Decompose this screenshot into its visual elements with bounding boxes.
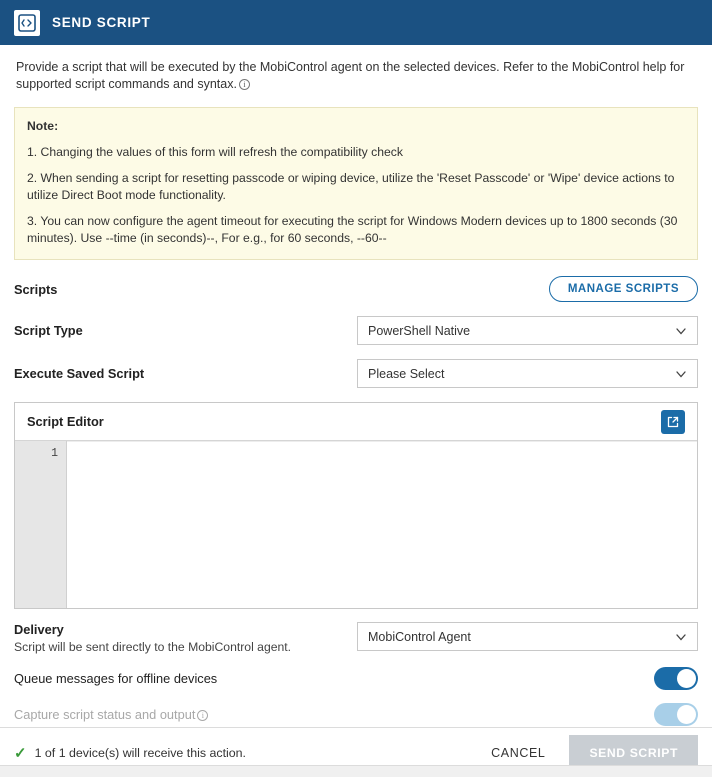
check-icon: ✓: [14, 744, 27, 762]
script-editor: [14, 402, 698, 609]
external-link-icon[interactable]: [661, 410, 685, 434]
queue-offline-row: [14, 667, 698, 690]
background-strip: [0, 765, 712, 777]
manage-scripts-button[interactable]: MANAGE SCRIPTS: [549, 276, 698, 302]
scripts-section-row: [14, 276, 698, 302]
script-icon: [14, 10, 40, 36]
script-type-row: [14, 316, 698, 345]
script-editor-title: Script Editor: [27, 414, 104, 429]
intro-text-content: Provide a script that will be executed by the MobiControl agent on the selected devices. Refer to the MobiControl help for supported script commands and syntax.: [16, 60, 685, 91]
note-item: 1. Changing the values of this form will refresh the compatibility check: [27, 145, 403, 159]
note-title: Note:: [27, 119, 59, 133]
delivery-value: MobiControl Agent: [368, 629, 471, 644]
note-item: 3. You can now configure the agent timeout for executing the script for Windows Modern devices up to 1800 seconds (30 minutes). Use --time (in seconds)--, For e.g., for 60 seconds, --60--: [27, 214, 678, 245]
execute-saved-script-select[interactable]: [357, 359, 698, 388]
script-editor-area: [15, 441, 697, 608]
delivery-label: Delivery: [14, 622, 64, 637]
queue-offline-label: Queue messages for offline devices: [14, 671, 218, 686]
queue-offline-toggle[interactable]: [654, 667, 698, 690]
script-type-select[interactable]: [357, 316, 698, 345]
capture-output-row: [14, 703, 698, 726]
send-script-button[interactable]: SEND SCRIPT: [569, 735, 698, 771]
delivery-label-group: [14, 622, 357, 654]
toggle-knob: [677, 705, 696, 724]
script-type-label: Script Type: [14, 323, 83, 338]
line-number-gutter: 1: [15, 441, 67, 608]
dialog-header: [0, 0, 712, 45]
cancel-button[interactable]: CANCEL: [473, 738, 563, 768]
delivery-row: [14, 622, 698, 654]
script-type-value: PowerShell Native: [368, 323, 471, 338]
capture-output-label: Capture script status and output: [14, 707, 196, 722]
footer-status: [14, 744, 473, 762]
delivery-select[interactable]: [357, 622, 698, 651]
intro-text: [14, 59, 698, 93]
footer-status-text: 1 of 1 device(s) will receive this action.: [34, 745, 246, 760]
chevron-down-icon: [675, 325, 687, 337]
execute-saved-script-label: Execute Saved Script: [14, 366, 145, 381]
script-code-input[interactable]: [67, 441, 697, 608]
capture-output-label-group: [14, 707, 208, 722]
script-editor-header: [15, 403, 697, 441]
toggle-knob: [677, 669, 696, 688]
dialog-title: SEND SCRIPT: [52, 15, 151, 30]
scripts-label: Scripts: [14, 281, 58, 297]
delivery-description: Script will be sent directly to the MobiControl agent.: [14, 640, 292, 654]
execute-saved-script-value: Please Select: [368, 366, 445, 381]
chevron-down-icon: [675, 368, 687, 380]
info-icon[interactable]: i: [197, 710, 208, 721]
info-icon[interactable]: i: [239, 79, 250, 90]
execute-saved-script-row: [14, 359, 698, 388]
dialog-body: [0, 45, 712, 727]
note-box: [14, 107, 698, 260]
chevron-down-icon: [675, 631, 687, 643]
capture-output-toggle: [654, 703, 698, 726]
note-item: 2. When sending a script for resetting passcode or wiping device, utilize the 'Reset Passcode' or 'Wipe' device actions to utilize Direct Boot mode functionality.: [27, 171, 675, 202]
